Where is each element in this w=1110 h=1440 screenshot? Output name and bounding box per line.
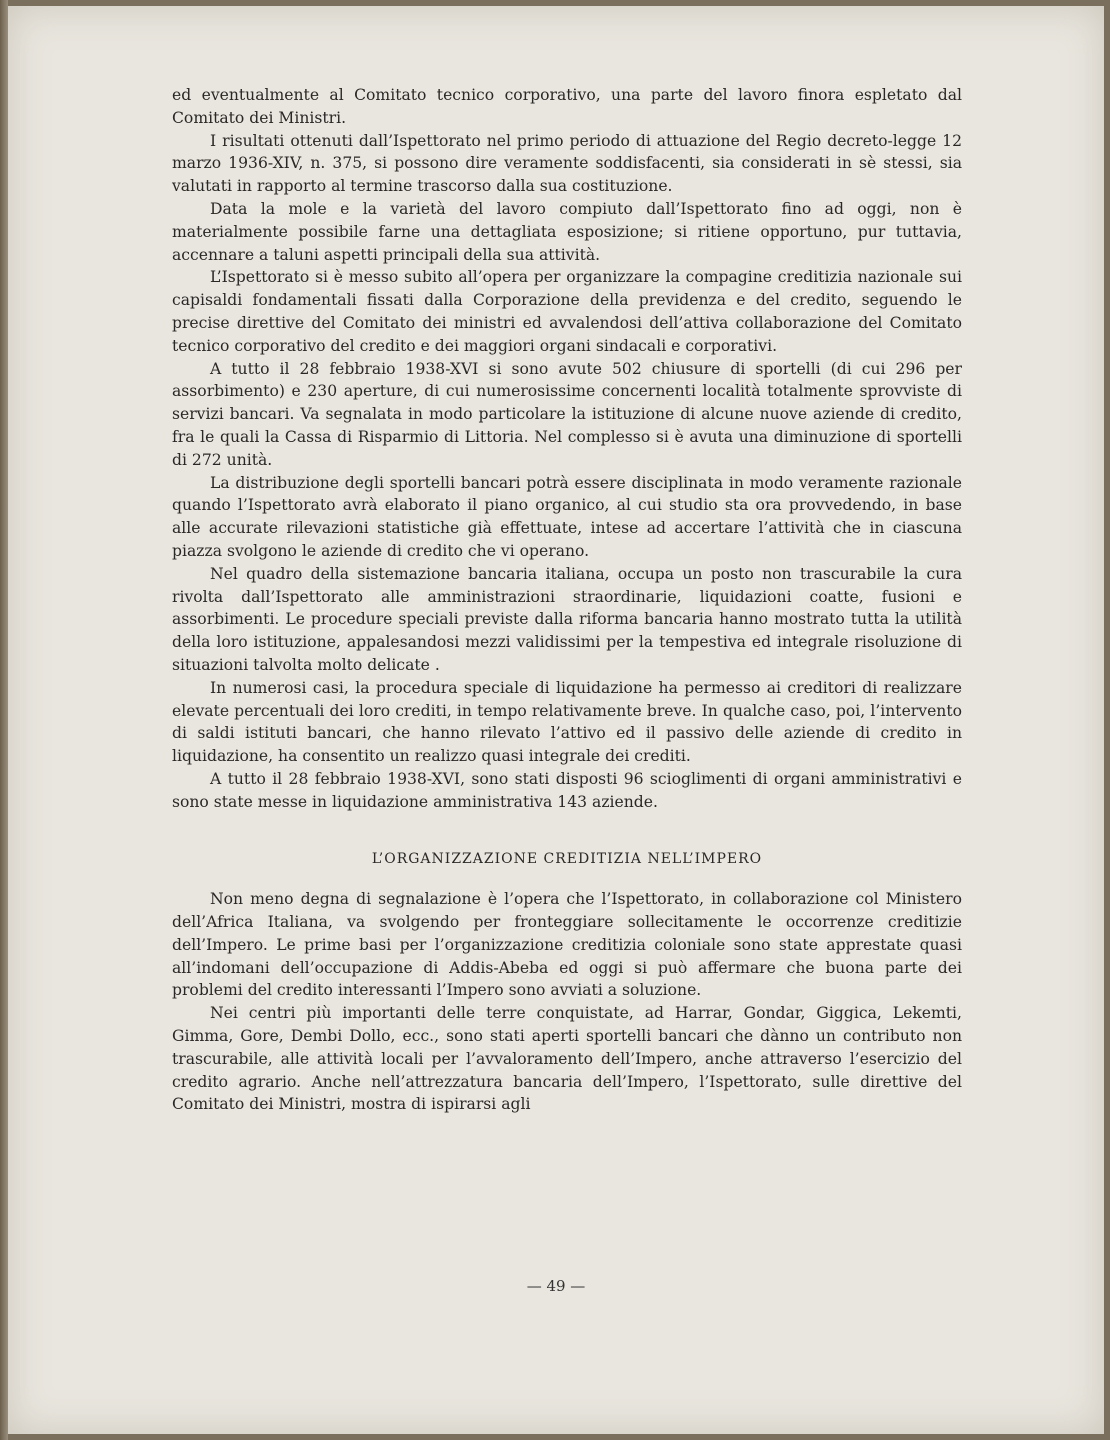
paragraph: In numerosi casi, la procedura speciale di liquidazione ha permesso ai creditori di realizzare elevate percentuali dei loro crediti, in tempo relativamente breve. In qualche caso, poi, l’intervento di saldi istituti bancari, che hanno rilevato l’attivo ed il passivo delle aziende di credito in liquidazione, ha consentito un realizzo quasi integrale dei crediti. xyxy=(172,678,962,766)
page-number: — 49 — xyxy=(526,1277,586,1295)
body-text xyxy=(172,84,962,1116)
paragraph: L’Ispettorato si è messo subito all’opera per organizzare la compagine creditizia nazionale sui capisaldi fondamentali fissati dalla Corporazione della previdenza e del credito, seguendo le precise direttive del Comitato dei ministri ed avvalendosi dell’attiva collaborazione del Comitato tecnico corporativo del credito e dei maggiori organi sindacali e corporativi. xyxy=(172,268,962,355)
paragraph: La distribuzione degli sportelli bancari potrà essere disciplinata in modo veramente razionale quando l’Ispettorato avrà elaborato il piano organico, al cui studio sta ora provvedendo, in base alle accurate rilevazioni statistiche già effettuate, intese ad accertare l’attività che in ciascuna piazza svolgono le aziende di credito che vi operano. xyxy=(172,473,962,560)
paragraph: Nei centri più importanti delle terre conquistate, ad Harrar, Gondar, Giggica, Lekemti, Gimma, Gore, Dembi Dollo, ecc., sono stati aperti sportelli bancari che dànno un contributo non trascurabile, alle attività locali per l’avvaloramento dell’Impero, anche attraverso l’esercizio del credito agrario. Anche nell’attrezzatura bancaria dell’Impero, l’Ispettorato, sulle direttive del Comitato dei Ministri, mostra di ispirarsi agli xyxy=(172,1004,962,1114)
paragraph: Nel quadro della sistemazione bancaria italiana, occupa un posto non trascurabile la cura rivolta dall’Ispettorato alle amministrazioni straordinarie, liquidazioni coatte, fusioni e assorbimenti. Le procedure speciali previste dalla riforma bancaria hanno mostrato tutta la utilità della loro istituzione, appalesandosi mezzi validissimi per la tempestiva ed integrale risoluzione di situazioni talvolta molto delicate . xyxy=(172,564,962,674)
book-binding-edge xyxy=(0,0,8,1440)
paragraph: I risultati ottenuti dall’Ispettorato nel primo periodo di attuazione del Regio decreto-legge 12 marzo 1936-XIV, n. 375, si possono dire veramente soddisfacenti, sia considerati in sè stessi, sia valutati in rapporto al termine trascorso dalla sua costituzione. xyxy=(172,131,962,196)
paragraph: Non meno degna di segnalazione è l’opera che l’Ispettorato, in collaborazione col Ministero dell’Africa Italiana, va svolgendo per fronteggiare sollecitamente le occorrenze creditizie dell’Impero. Le prime basi per l’organizzazione creditizia coloniale sono state apprestate quasi all’indomani dell’occupazione di Addis-Abeba ed oggi si può affermare che buona parte dei problemi del credito interessanti l’Impero sono avviati a soluzione. xyxy=(172,890,962,1000)
paragraph: A tutto il 28 febbraio 1938-XVI, sono stati disposti 96 scioglimenti di organi amministrativi e sono state messe in liquidazione amministrativa 143 aziende. xyxy=(172,769,962,811)
paragraph: ed eventualmente al Comitato tecnico corporativo, una parte del lavoro finora espletato dal Comitato dei Ministri. xyxy=(172,86,962,127)
document-page xyxy=(8,6,1104,1434)
paragraph: Data la mole e la varietà del lavoro compiuto dall’Ispettorato fino ad oggi, non è materialmente possibile farne una dettagliata esposizione; si ritiene opportuno, pur tuttavia, accennare a taluni aspetti principali della sua attività. xyxy=(172,199,962,264)
section-heading: L’ORGANIZZAZIONE CREDITIZIA NELL’IMPERO xyxy=(371,850,763,867)
paragraph: A tutto il 28 febbraio 1938-XVI si sono avute 502 chiusure di sportelli (di cui 296 per assorbimento) e 230 aperture, di cui numerosissime concernenti località totalmente sprovviste di servizi bancari. Va segnalata in modo particolare la istituzione di alcune nuove aziende di credito, fra le quali la Cassa di Risparmio di Littoria. Nel complesso si è avuta una diminuzione di sportelli di 272 unità. xyxy=(172,359,962,469)
